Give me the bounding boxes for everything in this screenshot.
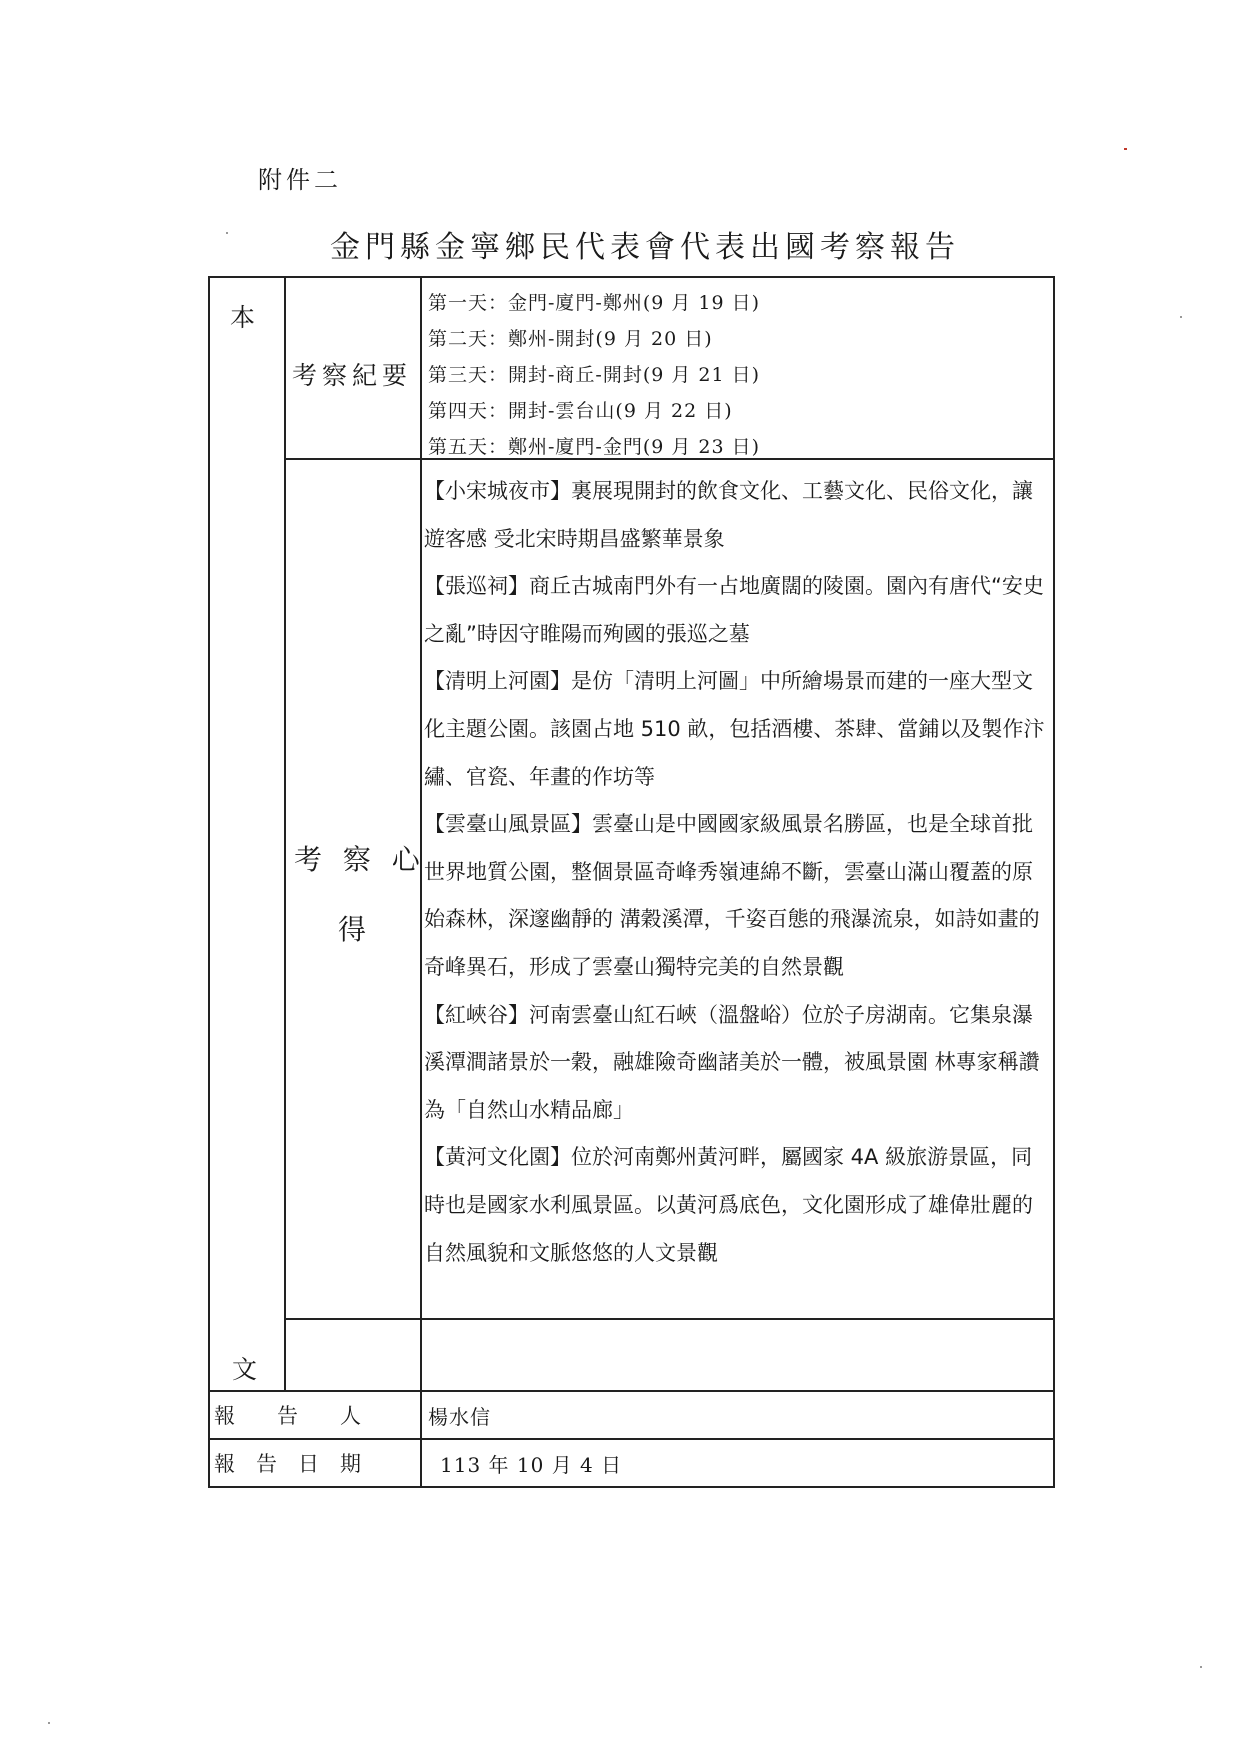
scan-speck xyxy=(1180,316,1182,318)
reporter-date-divider xyxy=(208,1438,1055,1440)
itinerary-day: 第三天：開封-商丘-開封(9 月 21 日) xyxy=(428,364,761,386)
reporter-value: 楊水信 xyxy=(428,1405,491,1429)
reflections-label-line1: 考 察 心 xyxy=(294,843,426,876)
document-title: 金門縣金寧鄉民代表會代表出國考察報告 xyxy=(330,230,960,265)
table-left-border xyxy=(208,276,210,1488)
reporter-label: 報 告 人 xyxy=(214,1404,361,1428)
attachment-label: 附件二 xyxy=(258,166,342,194)
report-date-label: 報 告 日 期 xyxy=(214,1452,361,1476)
reflection-paragraph: 【小宋城夜市】裏展現開封的飲食文化、工藝文化、民俗文化，讓遊客感 受北宋時期昌盛繁華景象 xyxy=(424,479,1033,551)
scan-speck xyxy=(226,232,228,234)
reflections-content xyxy=(424,468,1052,1277)
table-top-border xyxy=(208,276,1055,278)
scan-speck xyxy=(48,1722,50,1724)
reflection-paragraph: 【清明上河園】是仿「清明上河圖」中所繪場景而建的一座大型文化主題公園。該園占地 510 畝，包括酒樓、茶肆、當鋪以及製作汴繡、官瓷、年畫的作坊等 xyxy=(424,669,1045,789)
body-footer-divider xyxy=(208,1390,1055,1392)
reflection-paragraph: 【紅峽谷】河南雲臺山紅石峽（溫盤峪）位於子房湖南。它集泉瀑溪潭澗諸景於一穀，融雄險奇幽諸美於一體，被風景園 林專家稱讚為「自然山水精品廊」 xyxy=(424,1002,1040,1122)
itinerary-day: 第四天：開封-雲台山(9 月 22 日) xyxy=(428,400,733,422)
summary-label: 考察紀要 xyxy=(292,361,413,390)
scan-speck xyxy=(1124,148,1127,150)
itinerary-day: 第二天：鄭州-開封(9 月 20 日) xyxy=(428,328,713,350)
side-column-divider xyxy=(284,276,286,1390)
side-label-bottom: 文 xyxy=(232,1355,258,1384)
scan-speck xyxy=(1200,1666,1202,1668)
reflection-paragraph: 【張巡祠】商丘古城南門外有一占地廣闊的陵園。園內有唐代“安史之亂”時因守睢陽而殉國的張巡之墓 xyxy=(424,574,1044,646)
itinerary-day: 第五天：鄭州-廈門-金門(9 月 23 日) xyxy=(428,436,761,458)
side-label-top: 本 xyxy=(230,303,256,332)
table-bottom-border xyxy=(208,1486,1055,1488)
itinerary-day: 第一天：金門-廈門-鄭州(9 月 19 日) xyxy=(428,292,761,314)
itinerary-list xyxy=(428,285,760,465)
reflections-label-line2: 得 xyxy=(338,913,367,946)
reflection-paragraph: 【雲臺山風景區】雲臺山是中國國家級風景名勝區，也是全球首批世界地質公園，整個景區奇峰秀嶺連綿不斷，雲臺山滿山覆蓋的原始森林，深邃幽靜的 溝穀溪潭，千姿百態的飛瀑流泉，如詩如畫的奇峰異石，形成了雲臺山獨特完美的自然景觀 xyxy=(424,812,1040,979)
reflection-paragraph: 【黃河文化園】位於河南鄭州黃河畔，屬國家 4A 級旅游景區，同時也是國家水利風景區。以黃河爲底色，文化園形成了雄偉壯麗的自然風貌和文脈悠悠的人文景觀 xyxy=(424,1145,1033,1265)
report-date-value: 113 年 10 月 4 日 xyxy=(440,1453,623,1477)
blank-row-divider xyxy=(284,1318,1055,1320)
